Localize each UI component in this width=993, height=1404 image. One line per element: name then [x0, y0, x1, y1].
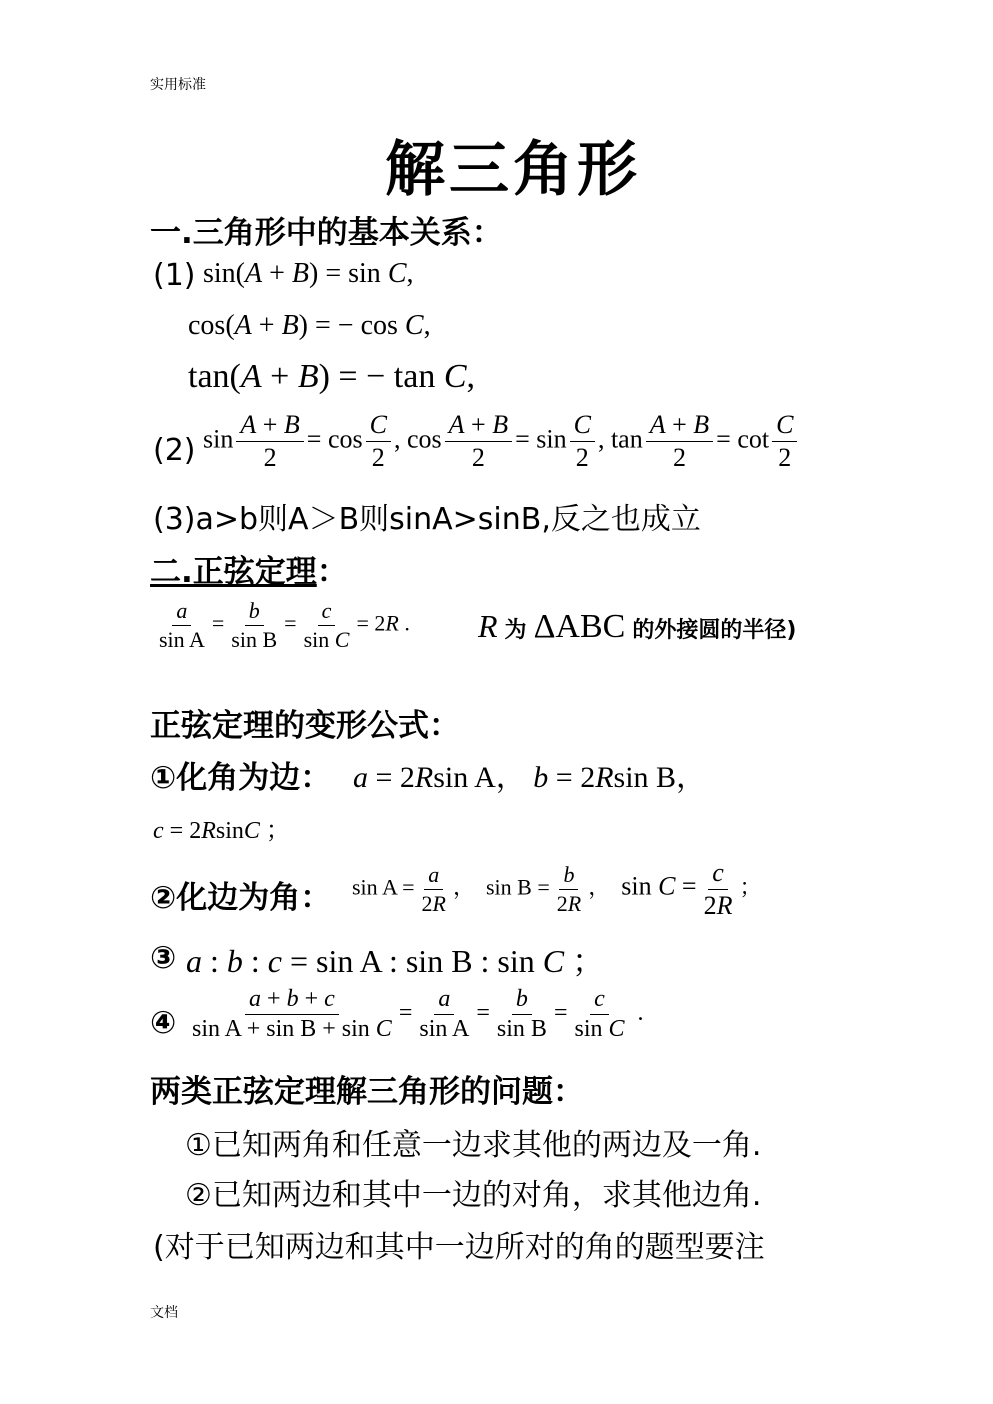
section-heading-law-of-sines: 二.正弦定理： — [150, 554, 348, 590]
formula-2-label: (2) — [153, 433, 196, 468]
formula-tan-sum: tan(A + B) = − tan C, — [188, 358, 476, 395]
formula-half-angle: sin $\frac{A + B}{2}$ = cos $\frac{C}{2}$ , cos $\frac{A + B}{2}$ = sin $\frac{C}{2}$ , tan $\frac{A + B}{2}$ = cot $\frac{C}{2}$ — [203, 410, 800, 473]
variant-2-formula: sin A = $\frac{a}{2R}$ ， sin B = $\frac{b}{2R}$ ， sin C = $\frac{c}{2R}$ ； — [352, 858, 762, 920]
variant-4-formula: $\frac{a + b + c}{\text{sin A + sin B + sin C}}$ = $\frac{a}{\text{sin A}}$ = $\frac{b}{\text{sin B}}$ = $\frac{c}{\text{sin C}}$ . — [192, 986, 644, 1042]
variant-2-label: ②化边为角： — [150, 880, 332, 916]
page-footer: 文档 — [150, 1305, 178, 1321]
variant-1-label: ①化角为边： — [150, 760, 332, 796]
section-heading-basic-relations: 一.三角形中的基本关系： — [150, 215, 503, 251]
variant-1-formula: a = 2Rsin A， b = 2Rsin B， — [353, 761, 707, 794]
problem-1: ①已知两角和任意一边求其他的两边及一角. — [185, 1128, 762, 1163]
law-of-sines-note: R 为 ΔABC 的外接圆的半径) — [478, 608, 797, 645]
variant-1-formula-c: c = 2RsinC ； — [153, 818, 290, 844]
formula-3-text: (3)a>b则A＞B则sinA>sinB,反之也成立 — [153, 502, 701, 537]
formula-cos-sum: cos(A + B) = − cos C, — [188, 310, 431, 341]
variants-heading: 正弦定理的变形公式： — [150, 708, 460, 744]
variant-3-formula: a : b : c = sin A : sin B : sin C ； — [186, 943, 605, 979]
formula-sin-sum: sin(A + B) = sin C, — [203, 258, 414, 289]
formula-1-label: (1) — [153, 258, 196, 293]
variant-4-label: ④ — [150, 1005, 177, 1041]
page-title: 解三角形 — [385, 135, 641, 205]
page-header: 实用标准 — [150, 77, 206, 93]
problems-heading: 两类正弦定理解三角形的问题： — [150, 1074, 584, 1110]
formula-law-of-sines: $\frac{a}{\text{sin A}}$ = $\frac{b}{\text{sin B}}$ = $\frac{c}{\text{sin C}}$ = 2R . — [159, 598, 410, 652]
problem-2: ②已知两边和其中一边的对角，求其他边角. — [185, 1178, 762, 1213]
problem-note: (对于已知两边和其中一边所对的角的题型要注 — [153, 1230, 765, 1265]
variant-3-label: ③ — [150, 940, 177, 976]
